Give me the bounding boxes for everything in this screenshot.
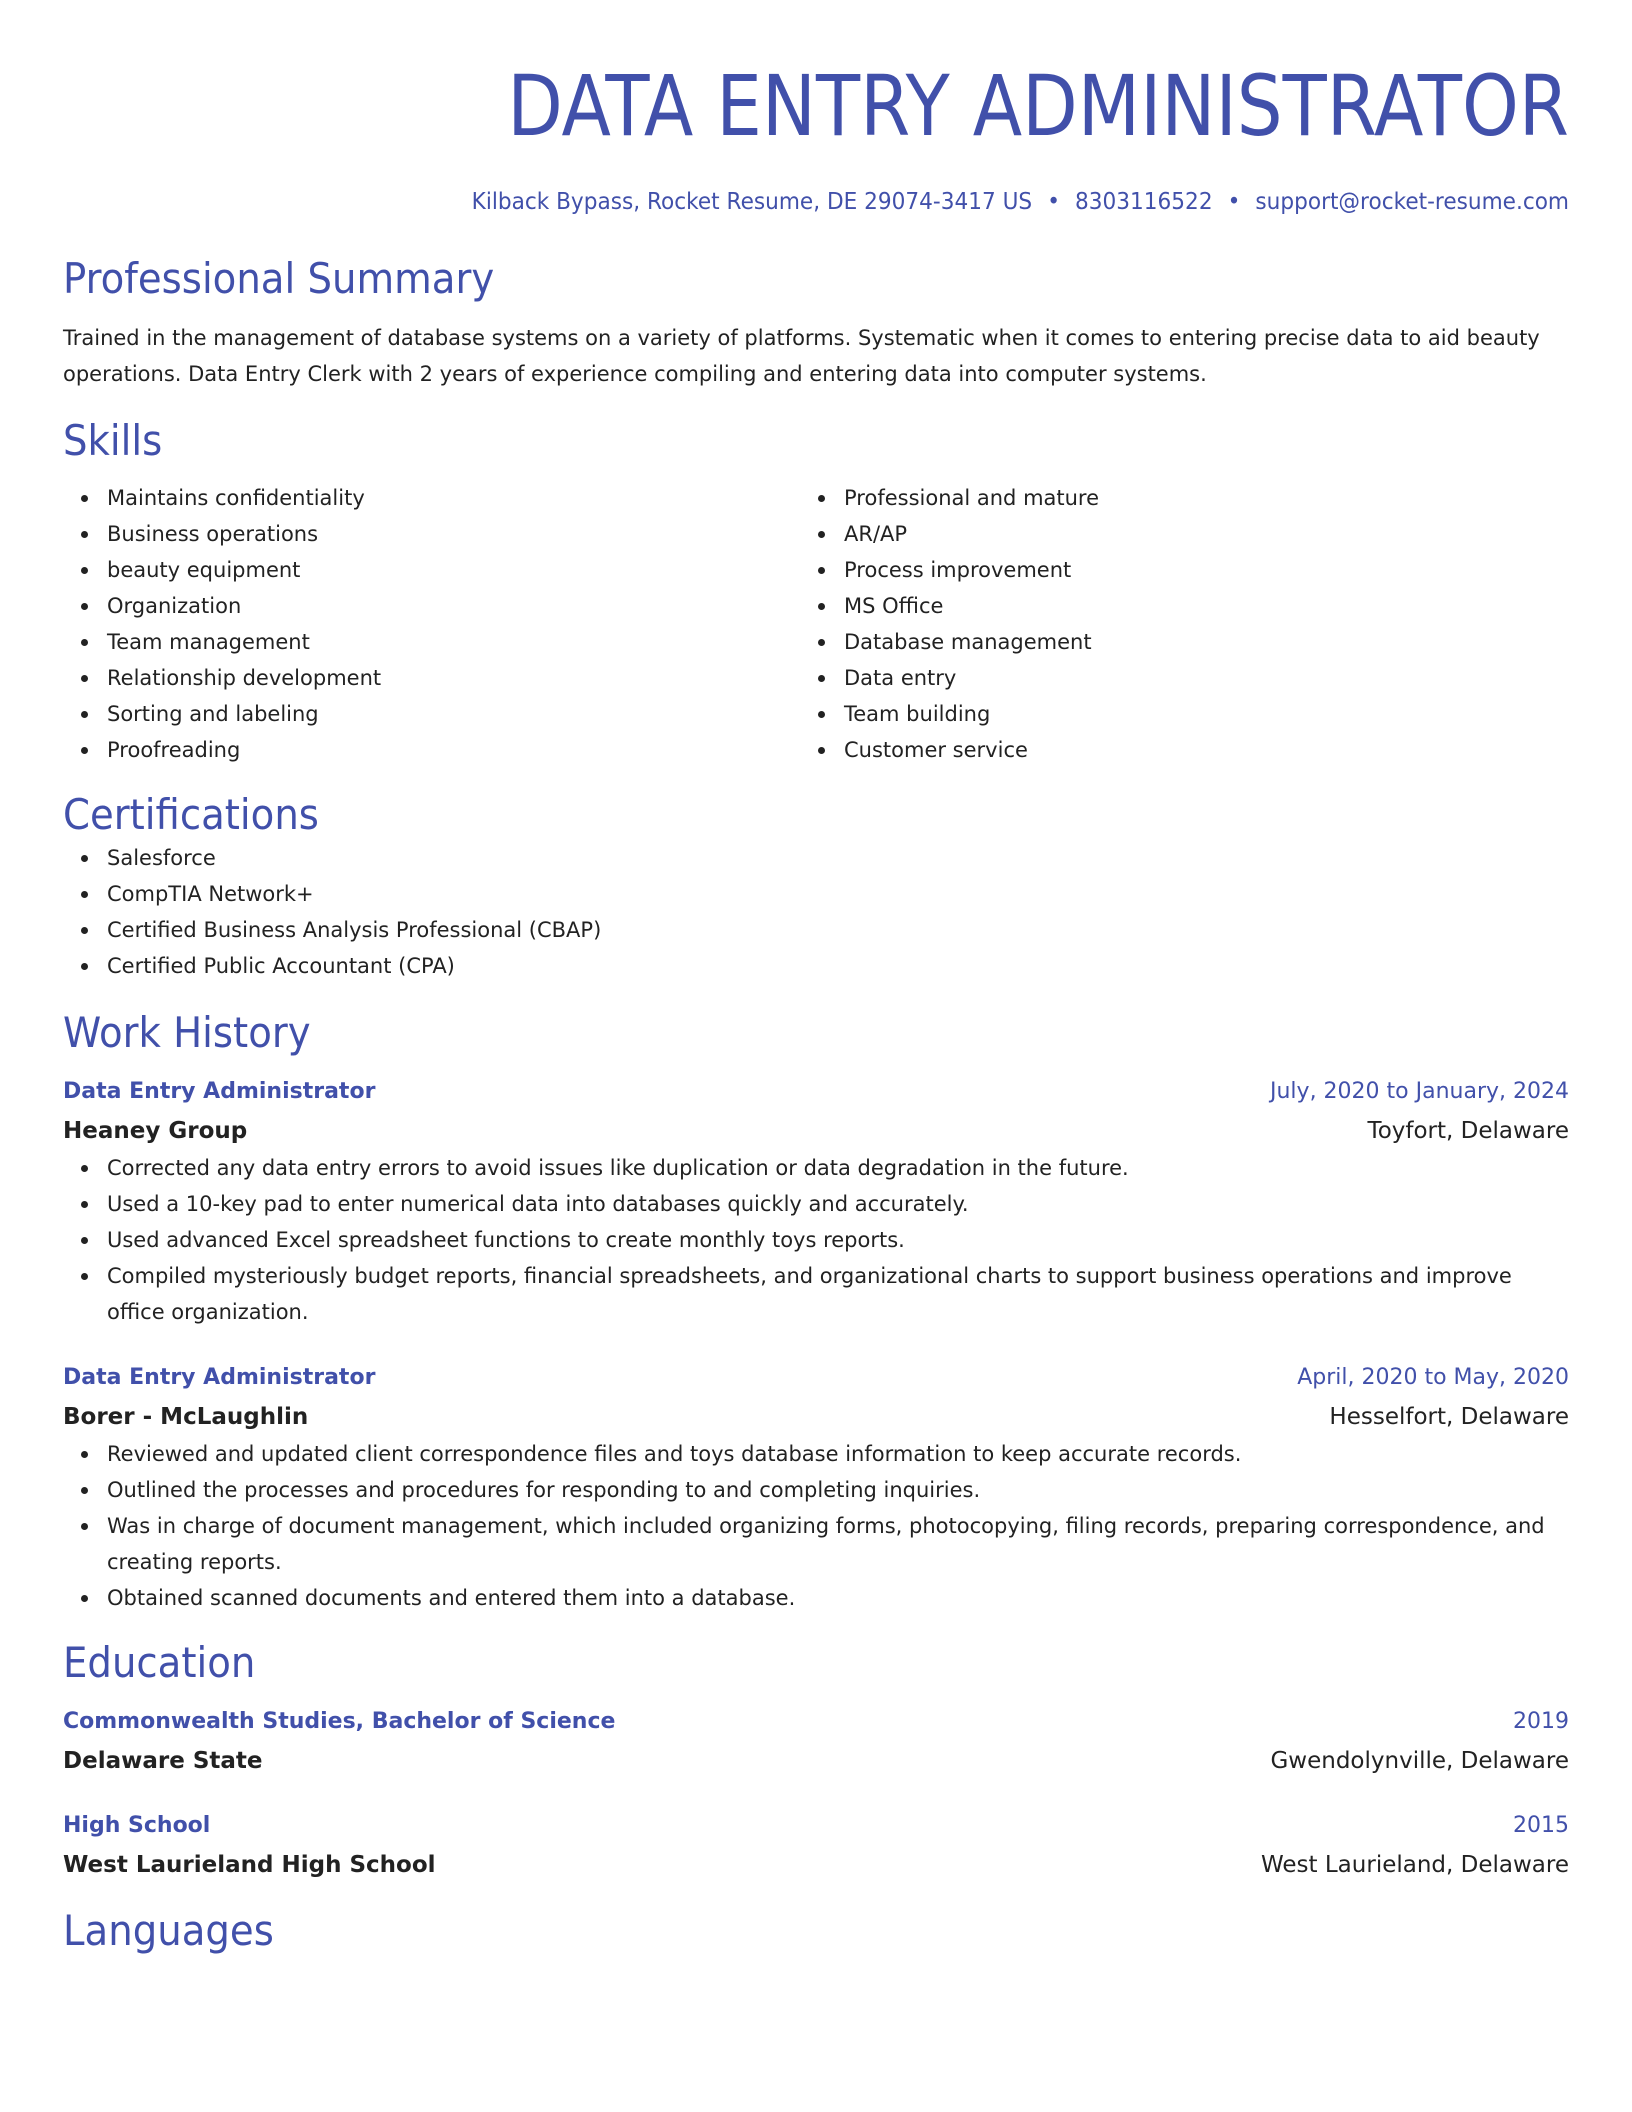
summary-text: Trained in the management of database systems on a variety of platforms. Systematic when it comes to entering precise data to aid beauty operations. Data Entry Clerk with 2 years of experience compiling and entering data into computer systems. <box>63 326 1540 386</box>
skill-item: Proofreading <box>63 732 800 768</box>
address: Kilback Bypass, Rocket Resume, DE 29074-3417 US <box>471 189 1033 215</box>
school-name: Delaware State <box>63 1748 263 1774</box>
school-location: Gwendolynville, Delaware <box>1270 1748 1569 1774</box>
education-entry <box>63 1702 1569 1780</box>
skill-item: Customer service <box>800 732 1537 768</box>
job-duty: Used a 10-key pad to enter numerical data into databases quickly and accurately. <box>63 1186 1569 1222</box>
job-duty: Obtained scanned documents and entered them into a database. <box>63 1580 1569 1616</box>
skill-item: MS Office <box>800 588 1537 624</box>
job-duty: Corrected any data entry errors to avoid issues like duplication or data degradation in the future. <box>63 1150 1569 1186</box>
contact-separator: • <box>1047 189 1060 215</box>
skill-item: Data entry <box>800 660 1537 696</box>
job-duty: Reviewed and updated client correspondence files and toys database information to keep accurate records. <box>63 1436 1569 1472</box>
job-company-row <box>63 1112 1569 1150</box>
school-location: West Laurieland, Delaware <box>1261 1852 1569 1878</box>
skills-list-right <box>800 480 1537 768</box>
candidate-name: DATA ENTRY ADMINISTRATOR <box>507 57 1570 155</box>
phone-number[interactable]: 8303116522 <box>1075 189 1213 215</box>
skill-item: AR/AP <box>800 516 1537 552</box>
job-header-row <box>63 1358 1569 1398</box>
school-name: West Laurieland High School <box>63 1852 436 1878</box>
degree-name: High School <box>63 1813 211 1838</box>
skill-item: Process improvement <box>800 552 1537 588</box>
job-duty: Compiled mysteriously budget reports, financial spreadsheets, and organizational charts to support business operations and improve office organization. <box>63 1258 1569 1330</box>
degree-row <box>63 1702 1569 1742</box>
skills-grid <box>63 480 1569 768</box>
job-duties-list <box>63 1436 1569 1616</box>
skill-item: Team building <box>800 696 1537 732</box>
job-dates: July, 2020 to January, 2024 <box>1270 1079 1569 1104</box>
job-duty: Used advanced Excel spreadsheet functions to create monthly toys reports. <box>63 1222 1569 1258</box>
skill-item: Team management <box>63 624 800 660</box>
job-dates: April, 2020 to May, 2020 <box>1297 1365 1569 1390</box>
skills-list-left <box>63 480 800 768</box>
job-title: Data Entry Administrator <box>63 1365 376 1390</box>
email-link[interactable]: support@rocket-resume.com <box>1255 189 1569 215</box>
skill-item: Sorting and labeling <box>63 696 800 732</box>
school-row <box>63 1846 1569 1884</box>
work-history-heading: Work History <box>63 1008 311 1057</box>
job-title: Data Entry Administrator <box>63 1079 376 1104</box>
contact-separator: • <box>1227 189 1241 215</box>
job-location: Hesselfort, Delaware <box>1329 1404 1569 1430</box>
skill-item: Professional and mature <box>800 480 1537 516</box>
skill-item: Database management <box>800 624 1537 660</box>
company-name: Heaney Group <box>63 1118 248 1144</box>
skill-item: Maintains confidentiality <box>63 480 800 516</box>
job-duty: Was in charge of document management, which included organizing forms, photocopying, filing records, preparing correspondence, and creating reports. <box>63 1508 1569 1580</box>
certifications-heading: Certifications <box>63 790 319 839</box>
skill-item: Relationship development <box>63 660 800 696</box>
certification-item: Certified Business Analysis Professional (CBAP) <box>63 912 1569 948</box>
summary-heading: Professional Summary <box>63 254 495 303</box>
contact-line <box>153 186 1569 218</box>
certification-item: Salesforce <box>63 840 1569 876</box>
languages-heading: Languages <box>63 1906 274 1955</box>
degree-name: Commonwealth Studies, Bachelor of Science <box>63 1709 616 1734</box>
skill-item: Business operations <box>63 516 800 552</box>
school-row <box>63 1742 1569 1780</box>
certification-item: CompTIA Network+ <box>63 876 1569 912</box>
company-name: Borer - McLaughlin <box>63 1404 309 1430</box>
education-heading: Education <box>63 1638 256 1687</box>
certifications-list <box>63 840 1569 984</box>
skill-item: beauty equipment <box>63 552 800 588</box>
skills-heading: Skills <box>63 416 163 465</box>
job-duty: Outlined the processes and procedures for responding to and completing inquiries. <box>63 1472 1569 1508</box>
degree-row <box>63 1806 1569 1846</box>
graduation-year: 2015 <box>1513 1813 1569 1838</box>
job-entry <box>63 1358 1569 1616</box>
certification-item: Certified Public Accountant (CPA) <box>63 948 1569 984</box>
job-location: Toyfort, Delaware <box>1367 1118 1569 1144</box>
education-entry <box>63 1806 1569 1884</box>
resume-header <box>63 56 1569 218</box>
skill-item: Organization <box>63 588 800 624</box>
graduation-year: 2019 <box>1513 1709 1569 1734</box>
job-header-row <box>63 1072 1569 1112</box>
job-duties-list <box>63 1150 1569 1330</box>
job-company-row <box>63 1398 1569 1436</box>
job-entry <box>63 1072 1569 1330</box>
